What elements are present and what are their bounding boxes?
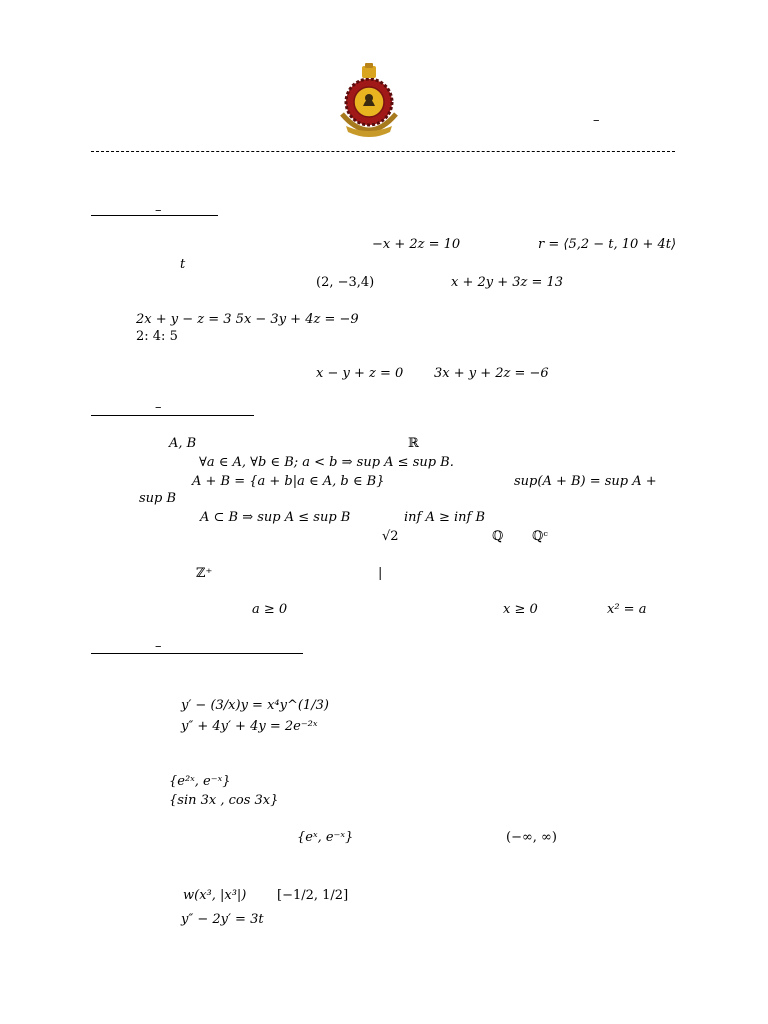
q1-plane-4: 3x + y + 2z = −6 [434,366,549,381]
q2-positive-integers: ℤ⁺ [196,566,213,581]
q3-range: [−1/2, 1/2] [277,888,349,903]
q1-plane-3: x − y + z = 0 [316,366,404,381]
q1-plane-2: x + 2y + 3z = 13 [451,275,564,290]
q2-x-squared: x² = a [607,602,647,617]
section-3-dash: – [155,639,162,654]
section-3-underline [91,653,303,654]
q3-interval: (−∞, ∞) [506,830,557,845]
q2-inf: inf A ≥ inf B [404,510,486,525]
q1-line-vector: r = ⟨5,2 − t, 10 + 4t⟩ [538,237,677,252]
q1-plane-equation: −x + 2z = 10 [372,237,461,252]
q3-ode: y″ − 2y′ = 3t [181,912,264,927]
header-dash: – [593,113,600,128]
q2-sup-b: sup B [139,491,177,506]
q2-rationals: ℚ [492,529,504,544]
q3-function-set-1: {e²ˣ, e⁻ˣ} [169,774,231,789]
q3-wronskian: w(x³, |x³|) [183,888,247,903]
section-2-dash: – [155,400,162,415]
section-1-dash: – [155,203,162,218]
section-2-underline [91,415,254,416]
q2-x-nonneg: x ≥ 0 [503,602,538,617]
q2-sup-sum: sup(A + B) = sup A + [514,474,657,489]
university-crest-logo [336,62,402,146]
q2-subset-sup: A ⊂ B ⇒ sup A ≤ sup B [200,510,351,525]
header-divider [91,151,675,152]
q2-statement-a: ∀a ∈ A, ∀b ∈ B; a < b ⇒ sup A ≤ sup B. [199,455,454,470]
q3-function-set-2: {sin 3x , cos 3x} [169,793,279,808]
q3-second-order-equation: y″ + 4y′ + 4y = 2e⁻²ˣ [181,719,318,734]
q2-reals: ℝ [408,436,419,451]
q2-sum-set: A + B = {a + b|a ∈ A, b ∈ B} [192,474,385,489]
q1-parameter: t [180,257,186,272]
section-1-underline [91,215,218,216]
q2-divides: | [378,566,383,581]
q2-a-nonneg: a ≥ 0 [252,602,288,617]
q3-function-set-3: {eˣ, e⁻ˣ} [297,830,354,845]
q1-planes-pair: 2x + y − z = 3 5x − 3y + 4z = −9 [136,312,359,327]
q1-point: (2, −3,4) [316,275,375,290]
q2-sets: A, B [169,436,197,451]
q2-irrationals: ℚᶜ [532,529,548,544]
q1-ratio: 2: 4: 5 [136,329,178,344]
q3-bernoulli-equation: y′ − (3/x)y = x⁴y^(1/3) [181,698,329,713]
q2-sqrt2: √2 [382,529,399,544]
